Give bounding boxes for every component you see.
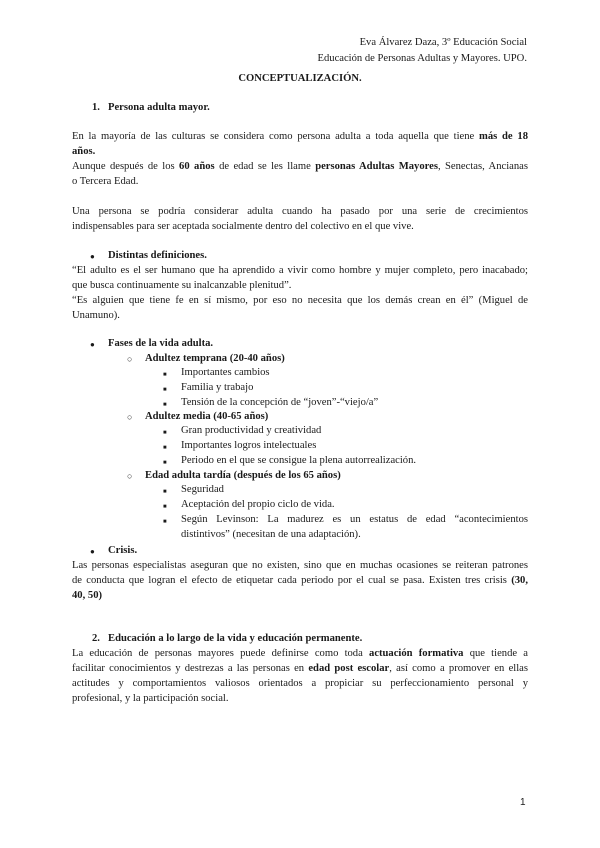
section2-heading: Educación a lo largo de la vida y educación permanente. [108, 633, 363, 644]
phase-early-title: Adultez temprana (20-40 años) [145, 353, 285, 364]
section1-heading: Persona adulta mayor. [108, 102, 210, 113]
definition-quote1-line2: que busca continuamente su inalcanzable plenitud”. [72, 280, 292, 291]
phase-late-title: Edad adulta tardía (después de los 65 años) [145, 470, 341, 481]
square-bullet-icon: ■ [163, 445, 167, 451]
circle-bullet-icon: ○ [127, 354, 133, 364]
square-bullet-icon: ■ [163, 387, 167, 393]
page-number: 1 [520, 797, 526, 808]
section2-line1: La educación de personas mayores puede definirse como toda actuación formativa que tiende a [72, 648, 528, 659]
circle-bullet-icon: ○ [127, 471, 133, 481]
phase-middle-title: Adultez media (40-65 años) [145, 411, 269, 422]
definitions-heading: Distintas definiciones. [108, 250, 207, 261]
section2-number: 2. [92, 633, 100, 644]
phase-early-item: Tensión de la concepción de “joven”-“viejo/a” [181, 397, 379, 408]
header-course: Educación de Personas Adultas y Mayores. UPO. [317, 53, 527, 64]
section1-paragraph2-line2: o Tercera Edad. [72, 176, 139, 187]
phase-late-item3-line2: distintivos” (necesitan de una adaptación). [181, 529, 361, 540]
definition-quote2-line2: Unamuno). [72, 310, 120, 321]
section1-paragraph1-line1: En la mayoría de las culturas se considera como persona adulta a toda aquella que tiene más de 18 [72, 131, 528, 142]
section1-paragraph2-line1: Aunque después de los 60 años de edad se les llame personas Adultas Mayores, Senectas, Ancianas [72, 161, 528, 172]
square-bullet-icon: ■ [163, 430, 167, 436]
phase-middle-item: Gran productividad y creatividad [181, 425, 322, 436]
phase-late-item: Seguridad [181, 484, 224, 495]
definition-quote1-line1: “El adulto es el ser humano que ha aprendido a vivir como hombre y mujer completo, pero inacabado; [72, 265, 528, 276]
phase-early-item: Importantes cambios [181, 367, 270, 378]
section2-line3: actitudes y comportamientos valiosos orientados a propiciar su perfeccionamiento personal y [72, 678, 528, 689]
square-bullet-icon: ■ [163, 402, 167, 408]
square-bullet-icon: ■ [163, 519, 167, 525]
bullet-icon: ● [90, 340, 95, 349]
phase-early-item: Familia y trabajo [181, 382, 254, 393]
section2-line4: profesional, y la participación social. [72, 693, 229, 704]
square-bullet-icon: ■ [163, 372, 167, 378]
square-bullet-icon: ■ [163, 489, 167, 495]
section1-paragraph1-line2: años. [72, 146, 96, 157]
crisis-line3: 40, 50) [72, 590, 103, 601]
bullet-icon: ● [90, 252, 95, 261]
definition-quote2-line1: “Es alguien que tiene fe en sí mismo, por eso no necesita que los demás crean en él” (Miguel de [72, 295, 528, 306]
header-author: Eva Álvarez Daza, 3º Educación Social [359, 37, 527, 48]
crisis-heading: Crisis. [108, 545, 138, 556]
crisis-line1: Las personas especialistas aseguran que no existen, sino que en muchas ocasiones se reiteran patrones [72, 560, 528, 571]
phases-heading: Fases de la vida adulta. [108, 338, 214, 349]
section1-paragraph3-line2: indispensables para ser aceptada socialmente dentro del colectivo en el que vive. [72, 221, 414, 232]
section1-paragraph3-line1: Una persona se podría considerar adulta cuando ha pasado por una serie de crecimientos [72, 206, 528, 217]
square-bullet-icon: ■ [163, 460, 167, 466]
bullet-icon: ● [90, 547, 95, 556]
crisis-line2: de conducta que logran el efecto de etiquetar cada periodo por el cual se pasa. Existen tres crisis (30, [72, 575, 528, 586]
phase-middle-item: Periodo en el que se consigue la plena autorrealización. [181, 455, 417, 466]
section2-line2: facilitar conocimientos y destrezas a las personas en edad post escolar, así como a promover en ellas [72, 663, 528, 674]
page-title: CONCEPTUALIZACIÓN. [238, 73, 362, 84]
phase-middle-item: Importantes logros intelectuales [181, 440, 317, 451]
square-bullet-icon: ■ [163, 504, 167, 510]
phase-late-item: Aceptación del propio ciclo de vida. [181, 499, 335, 510]
circle-bullet-icon: ○ [127, 412, 133, 422]
section1-number: 1. [92, 102, 100, 113]
phase-late-item3-line1: Según Levinson: La madurez es un estatus de edad “acontecimientos [181, 514, 528, 525]
